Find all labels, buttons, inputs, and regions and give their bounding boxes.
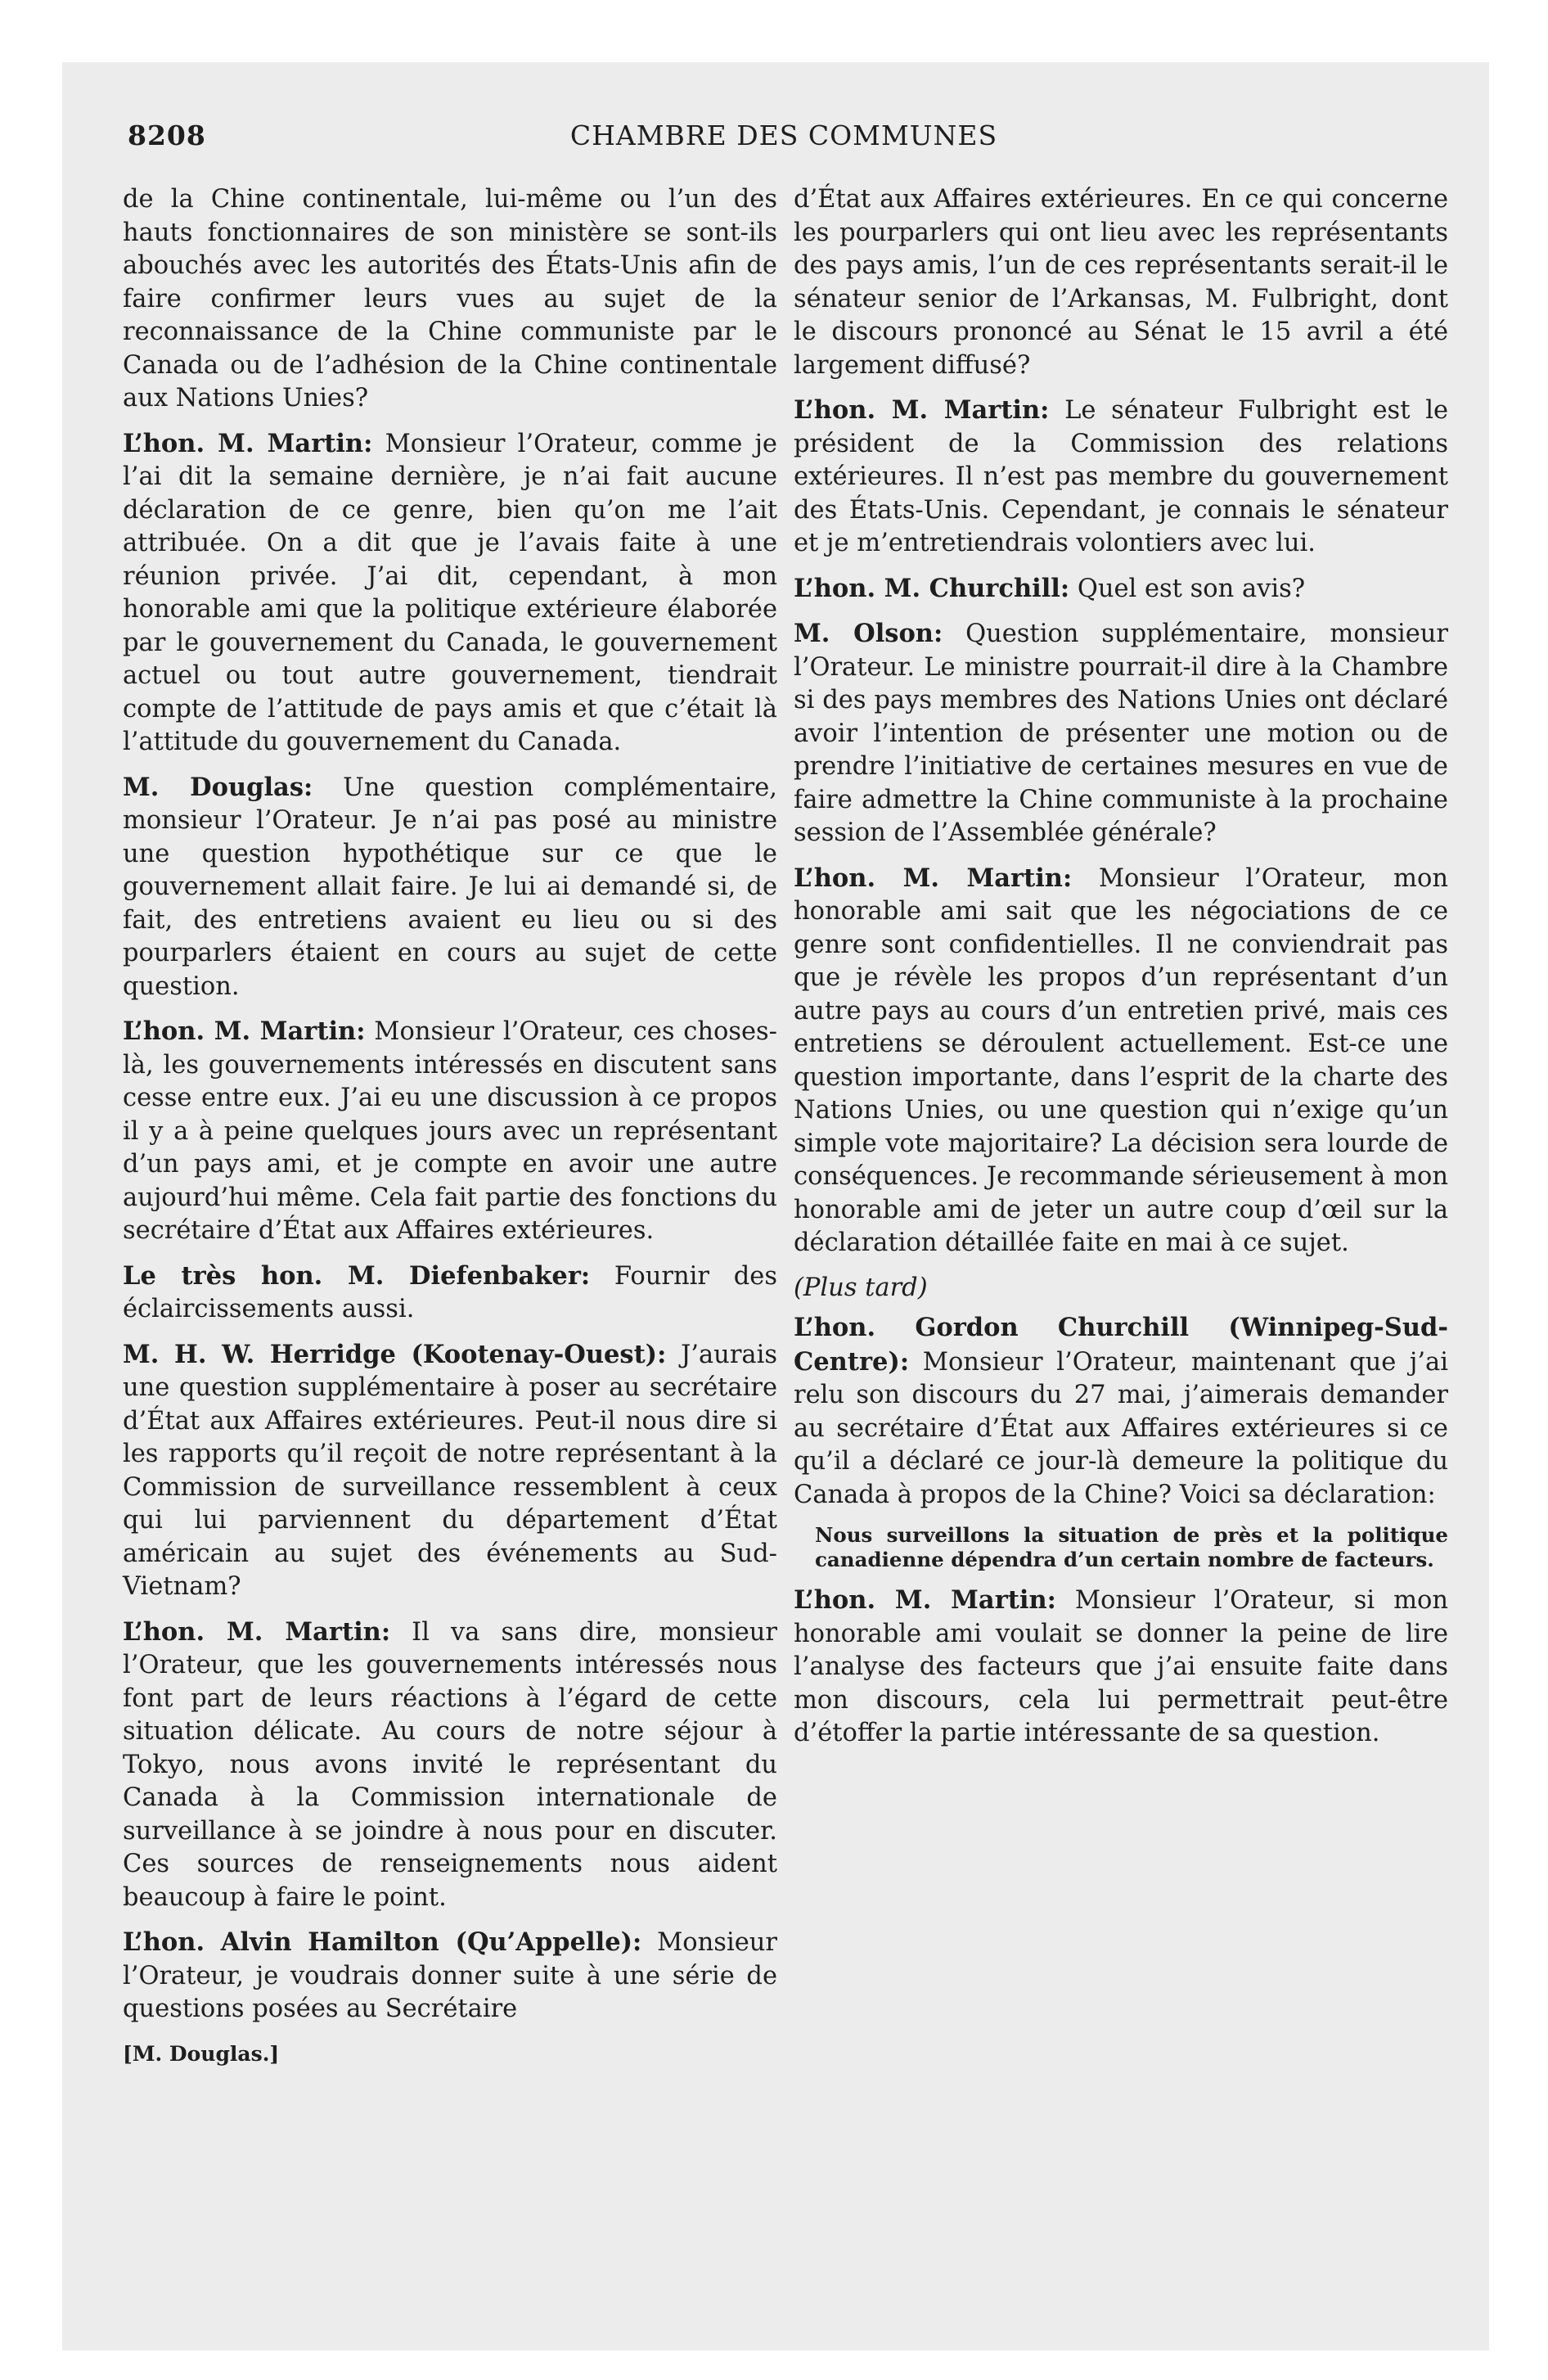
paragraph-text: Une question complémentaire, monsieur l’Orateur. Je n’ai pas posé au ministre une question hypothétique sur ce que le gouvernement allait faire. Je lui ai demandé si, de fait, des entretiens avaient eu lieu ou si des pourparlers étaient en cours au sujet de cette question. bbox=[123, 773, 778, 1001]
block-quote: Nous surveillons la situation de près et la politique canadienne dépendra d’un certain nombre de facteurs. bbox=[815, 1523, 1448, 1571]
paragraph bbox=[123, 1015, 777, 1248]
paragraph bbox=[794, 183, 1448, 382]
page-header-title: CHAMBRE DES COMMUNES bbox=[569, 119, 998, 151]
paragraph-text: Fournir des éclaircissements aussi. bbox=[123, 1261, 777, 1323]
paragraph bbox=[123, 183, 777, 416]
paragraph bbox=[794, 1311, 1448, 1512]
speaker-name: L’hon. M. Churchill: bbox=[794, 573, 1070, 603]
paragraph-text: Monsieur l’Orateur, je voudrais donner suite à une série de questions posées au Secrétaire bbox=[123, 1928, 777, 2023]
paragraph-text: d’État aux Affaires extérieures. En ce qui concerne les pourparlers qui ont lieu avec les représentants des pays amis, l’un de ces représentants serait-il le sénateur senior de l’Arkansas, M. Fulbright, dont le discours prononcé au Sénat le 15 avril a été largement diffusé? bbox=[794, 185, 1448, 380]
speaker-name: L’hon. M. Martin: bbox=[794, 395, 1050, 425]
left-column bbox=[123, 183, 777, 2071]
paragraph-text: de la Chine continentale, lui-même ou l’un des hauts fonctionnaires de son ministère se sont-ils abouchés avec les autorités des États-Unis afin de faire confirmer leurs vues au sujet de la reconnaissance de la Chine communiste par le Canada ou de l’adhésion de la Chine continentale aux Nations Unies? bbox=[123, 185, 777, 412]
aside-note: (Plus tard) bbox=[794, 1273, 928, 1302]
speaker-name: L’hon. M. Martin: bbox=[123, 1016, 366, 1046]
page-number: 8208 bbox=[128, 119, 206, 151]
speaker-name: L’hon. M. Martin: bbox=[123, 1616, 391, 1647]
speaker-name: L’hon. M. Martin: bbox=[794, 1585, 1056, 1615]
paragraph bbox=[123, 1616, 777, 1915]
paragraph bbox=[123, 1926, 777, 2026]
paragraph bbox=[123, 427, 777, 760]
paragraph-text: Monsieur l’Orateur, comme je l’ai dit la semaine dernière, je n’ai fait aucune déclaration de ce genre, bien qu’on me l’ait attribuée. On a dit que je l’avais faite à une réunion privée. J’ai dit, cependant, à mon honorable ami que la politique extérieure élaborée par le gouvernement du Canada, le gouvernement actuel ou tout autre gouvernement, tiendrait compte de l’attitude de pays amis et que c’était là l’attitude du gouvernement du Canada. bbox=[123, 429, 777, 756]
paragraph bbox=[794, 617, 1448, 850]
paragraph-text: Quel est son avis? bbox=[1069, 574, 1306, 603]
paragraph-text: Monsieur l’Orateur, ces choses-là, les gouvernements intéressés en discutent sans cesse entre eux. J’ai eu une discussion à ce propos il y a à peine quelques jours avec un représentant d’un pays ami, et je compte en avoir une autre aujourd’hui même. Cela fait partie des fonctions du secrétaire d’État aux Affaires extérieures. bbox=[123, 1017, 777, 1245]
paragraph-text: Monsieur l’Orateur, mon honorable ami sait que les négociations de ce genre sont confidentielles. Il ne conviendrait pas que je révèle les propos d’un représentant d’un autre pays au cours d’un entretien privé, mais ces entretiens se déroulent actuellement. Est-ce une question importante, dans l’esprit de la charte des Nations Unies, ou une question qui n’exige qu’un simple vote majoritaire? La décision sera lourde de conséquences. Je recommande sérieusement à mon honorable ami de jeter un autre coup d’œil sur la déclaration détaillée faite en mai à ce sujet. bbox=[794, 863, 1448, 1257]
speaker-name: M. Douglas: bbox=[123, 772, 313, 802]
right-column bbox=[794, 183, 1448, 1762]
speaker-name: M. H. W. Herridge (Kootenay-Ouest): bbox=[123, 1339, 667, 1369]
paragraph bbox=[794, 572, 1448, 606]
paragraph-text: J’aurais une question supplémentaire à poser au secrétaire d’État aux Affaires extérieures. Peut-il nous dire si les rapports qu’il reçoit de notre représentant à la Commission de surveillance ressemblent à ceux qui lui parviennent du département d’État américain au sujet des événements au Sud-Vietnam? bbox=[123, 1340, 777, 1601]
paragraph bbox=[794, 1584, 1448, 1751]
paragraph-text: Le sénateur Fulbright est le président de la Commission des relations extérieures. Il n’est pas membre du gouvernement des États-Unis. Cependant, je connais le sénateur et je m’entretiendrais volontiers avec lui. bbox=[794, 396, 1448, 557]
paragraph bbox=[123, 1338, 777, 1604]
speaker-name: L’hon. Gordon Churchill (Winnipeg-Sud-Centre): bbox=[794, 1313, 1448, 1377]
paragraph-text: Monsieur l’Orateur, si mon honorable ami voulait se donner la peine de lire l’analyse des facteurs que j’ai ensuite faite dans mon discours, cela lui permettrait peut-être d’étoffer la partie intéressante de sa question. bbox=[794, 1586, 1449, 1747]
running-head bbox=[124, 119, 1443, 156]
speaker-name: L’hon. Alvin Hamilton (Qu’Appelle): bbox=[123, 1927, 642, 1957]
footer-note: [M. Douglas.] bbox=[123, 2041, 280, 2066]
paragraph bbox=[794, 862, 1448, 1260]
speaker-name: L’hon. M. Martin: bbox=[794, 863, 1073, 893]
paragraph bbox=[794, 394, 1448, 561]
paragraph bbox=[123, 771, 777, 1004]
paragraph bbox=[123, 1260, 777, 1327]
speaker-name: L’hon. M. Martin: bbox=[123, 428, 373, 458]
paragraph-text: Question supplémentaire, monsieur l’Orateur. Le ministre pourrait-il dire à la Chambre si des pays membres des Nations Unies ont déclaré avoir l’intention de présenter une motion ou de prendre l’initiative de certaines mesures en vue de faire admettre la Chine communiste à la prochaine session de l’Assemblée générale? bbox=[794, 620, 1449, 847]
paragraph-text: Il va sans dire, monsieur l’Orateur, que les gouvernements intéressés nous font part de leurs réactions à l’égard de cette situation délicate. Au cours de notre séjour à Tokyo, nous avons invité le représentant du Canada à la Commission internationale de surveillance à se joindre à nous pour en discuter. Ces sources de renseignements nous aident beaucoup à faire le point. bbox=[123, 1617, 777, 1912]
speaker-name: Le très hon. M. Diefenbaker: bbox=[123, 1260, 591, 1291]
paragraph-text: Monsieur l’Orateur, maintenant que j’ai relu son discours du 27 mai, j’aimerais demander au secrétaire d’État aux Affaires extérieures si ce qu’il a déclaré ce jour-là demeure la politique du Canada à propos de la Chine? Voici sa déclaration: bbox=[794, 1347, 1448, 1509]
speaker-name: M. Olson: bbox=[794, 619, 943, 648]
